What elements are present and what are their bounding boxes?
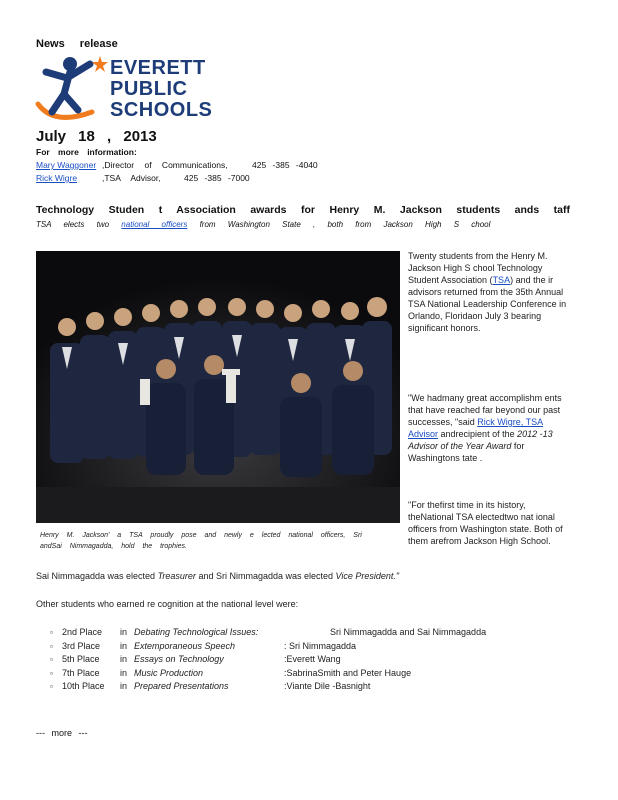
tsa-link[interactable]: TSA <box>492 275 511 285</box>
paragraph-text: ) and the ir advisors returned from the 35th Annual TSA National Leadership Conference in Orlando, Floridaon July 3 bearing significant honors. <box>408 275 567 333</box>
body-paragraph-3 <box>408 499 570 547</box>
paragraph-text: Sai Nimmagadda was elected <box>36 571 156 581</box>
group-photo <box>36 251 400 523</box>
contact-row <box>36 160 318 170</box>
national-officers-link[interactable]: national officers <box>121 220 188 229</box>
award-competition: Debating Technological Issues: <box>134 627 259 637</box>
list-item <box>36 653 556 667</box>
group-photo-image <box>36 251 400 523</box>
award-competition: Music Production <box>134 667 204 678</box>
news-release-label: News release <box>36 38 118 50</box>
body-paragraph-1 <box>408 250 570 334</box>
paragraph-text: and Sri Nimmagadda was elected <box>198 571 334 581</box>
subheadline <box>36 220 536 229</box>
headline: Technology Studen t Association awards for Henry M. Jackson students ands taff <box>36 204 570 216</box>
award-winners: : Sri Nimmagadda <box>284 640 357 651</box>
contact-name-link[interactable]: Rick Wigre <box>36 173 78 183</box>
photo-caption: Henry M. Jackson' a TSA proudly pose and newly e lected national officers, Sri andSai Nimmagadda, hold the trophies. <box>40 532 362 550</box>
award-prefix: in <box>120 627 128 637</box>
award-prefix: in <box>120 654 128 664</box>
award-prefix: in <box>120 640 128 651</box>
office-vice-president: Vice President." <box>335 571 400 581</box>
paragraph-text: "For thefirst time in its history, theNational TSA electedtwo nat ional officers from Washington state. Both of them arefrom Jackson High School. <box>408 500 563 546</box>
list-item <box>36 626 556 640</box>
award-competition: Prepared Presentations <box>134 681 229 691</box>
subhead-text: TSA elects two <box>36 220 110 229</box>
logo-line-3: SCHOOLS <box>110 99 213 121</box>
awards-list <box>36 626 556 694</box>
contact-heading: For more information: <box>36 147 137 157</box>
award-prefix: in <box>120 681 128 691</box>
everett-public-schools-logo <box>34 52 220 128</box>
body-paragraph-4: Other students who earned re cognition at the national level were: <box>36 599 299 609</box>
logo-line-2: PUBLIC <box>110 78 188 100</box>
award-prefix: in <box>120 667 128 678</box>
award-place: 10th Place <box>62 681 105 691</box>
award-winners: Sri Nimmagadda and Sai Nimmagadda <box>330 627 487 637</box>
list-item <box>36 667 556 681</box>
bullet-icon: ▫ <box>50 655 53 664</box>
award-place: 5th Place <box>62 654 100 664</box>
contact-phone: 425 -385 -4040 <box>252 160 318 170</box>
award-place: 7th Place <box>62 667 100 678</box>
bullet-icon: ▫ <box>50 628 53 637</box>
award-place: 3rd Place <box>62 640 101 651</box>
subhead-text: from Washington State , both from Jackson High S chool <box>199 220 491 229</box>
paragraph-text: for Washingtons tate . <box>408 441 525 463</box>
office-treasurer: Treasurer <box>157 571 196 581</box>
contact-role: ,TSA Advisor, <box>102 173 161 183</box>
list-item <box>36 640 556 654</box>
award-place: 2nd Place <box>62 627 103 637</box>
paragraph-text: Twenty students from the Henry M. Jackson High S chool Technology Student Association ( <box>408 251 548 285</box>
contact-phone: 425 -385 -7000 <box>184 173 250 183</box>
paragraph-text: "We hadmany great accomplishm ents that have reached far beyond our past successes, "said <box>408 393 562 427</box>
paragraph-text: andrecipient of the <box>440 429 515 439</box>
award-winners: :Everett Wang <box>284 654 341 664</box>
award-title: 2012 -13 Advisor of the Year Award <box>408 429 553 451</box>
award-winners: :SabrinaSmith and Peter Hauge <box>284 667 412 678</box>
body-paragraph-2 <box>408 392 570 464</box>
bullet-icon: ▫ <box>50 641 53 651</box>
contact-name-link[interactable]: Mary Waggoner <box>36 160 97 170</box>
more-indicator: --- more --- <box>36 728 88 738</box>
contact-role: ,Director of Communications, <box>102 160 228 170</box>
bullet-icon: ▫ <box>50 682 53 691</box>
award-competition: Essays on Technology <box>134 654 224 664</box>
contact-row <box>36 173 250 183</box>
rick-wigre-link[interactable]: Rick Wigre, TSA Advisor <box>408 417 544 439</box>
bullet-icon: ▫ <box>50 668 53 678</box>
award-competition: Extemporaneous Speech <box>134 640 236 651</box>
release-date: July 18 , 2013 <box>36 128 157 145</box>
award-winners: :Viante Dile -Basnight <box>284 681 371 691</box>
logo-figure-icon <box>34 52 114 128</box>
logo-line-1: EVERETT <box>110 57 206 79</box>
list-item <box>36 680 556 694</box>
body-paragraph-3-continued <box>36 571 399 581</box>
